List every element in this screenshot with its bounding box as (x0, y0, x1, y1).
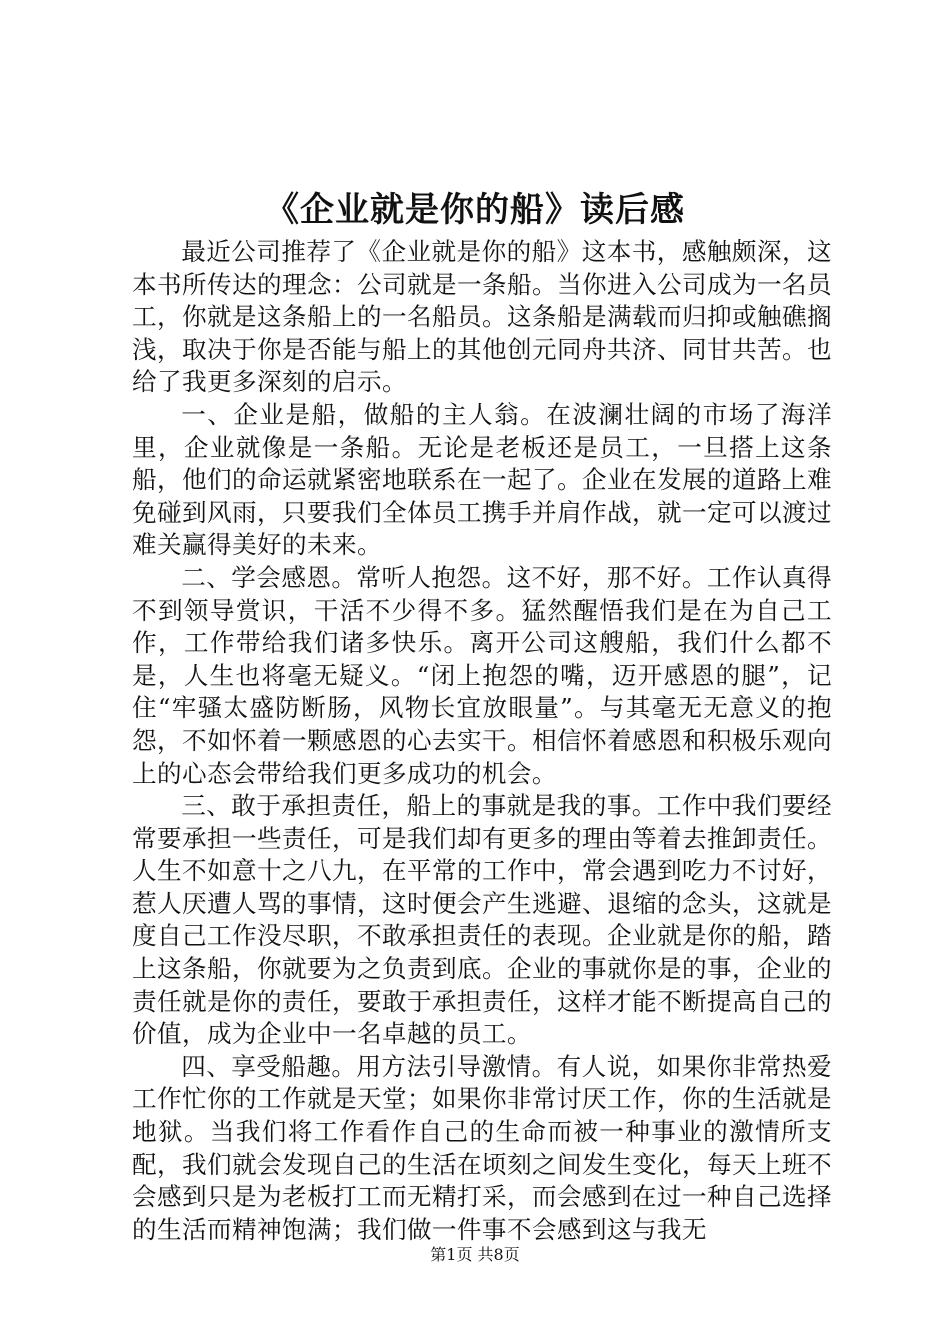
paragraph-two: 二、学会感恩。常听人抱怨。这不好，那不好。工作认真得不到领导赏识，干活不少得不多。猛然醒悟我们是在为自己工作，工作带给我们诸多快乐。离开公司这艘船，我们什么都不是，人生也将毫无疑义。“闭上抱怨的嘴，迈开感恩的腿”，记住“牢骚太盛防断肠，风物长宜放眼量”。与其毫无无意义的抱怨，不如怀着一颗感恩的心去实干。相信怀着感恩和积极乐观向上的心态会带给我们更多成功的机会。 (132, 562, 832, 788)
page-number-footer: 第1页 共8页 (430, 1245, 520, 1264)
document-title: 《企业就是你的船》读后感 (265, 190, 685, 230)
paragraph-one: 一、企业是船，做船的主人翁。在波澜壮阔的市场了海洋里，企业就像是一条船。无论是老板还是员工，一旦搭上这条船，他们的命运就紧密地联系在一起了。企业在发展的道路上难免碰到风雨，只要我们全体员工携手并肩作战，就一定可以渡过难关赢得美好的未来。 (132, 399, 832, 560)
paragraph-intro: 最近公司推荐了《企业就是你的船》这本书，感触颇深，这本书所传达的理念：公司就是一条船。当你进入公司成为一名员工，你就是这条船上的一名船员。这条船是满载而归抑或触礁搁浅，取决于你是否能与船上的其他创元同舟共济、同甘共苦。也给了我更多深刻的启示。 (132, 237, 832, 397)
document-body (132, 236, 832, 1246)
paragraph-four: 四、享受船趣。用方法引导激情。有人说，如果你非常热爱工作忙你的工作就是天堂；如果你非常讨厌工作，你的生活就是地狱。当我们将工作看作自己的生命而被一种事业的激情所支配，我们就会发现自己的生活在顷刻之间发生变化，每天上班不会感到只是为老板打工而无精打采，而会感到在过一种自己选择的生活而精神饱满；我们做一件事不会感到这与我无 (132, 1051, 832, 1244)
paragraph-three: 三、敢于承担责任，船上的事就是我的事。工作中我们要经常要承担一些责任，可是我们却有更多的理由等着去推卸责任。人生不如意十之八九，在平常的工作中，常会遇到吃力不讨好，惹人厌遭人骂的事情，这时便会产生逃避、退缩的念头，这就是度自己工作没尽职，不敢承担责任的表现。企业就是你的船，踏上这条船，你就要为之负责到底。企业的事就你是的事，企业的责任就是你的责任，要敢于承担责任，这样才能不断提高自己的价值，成为企业中一名卓越的员工。 (132, 791, 832, 1049)
